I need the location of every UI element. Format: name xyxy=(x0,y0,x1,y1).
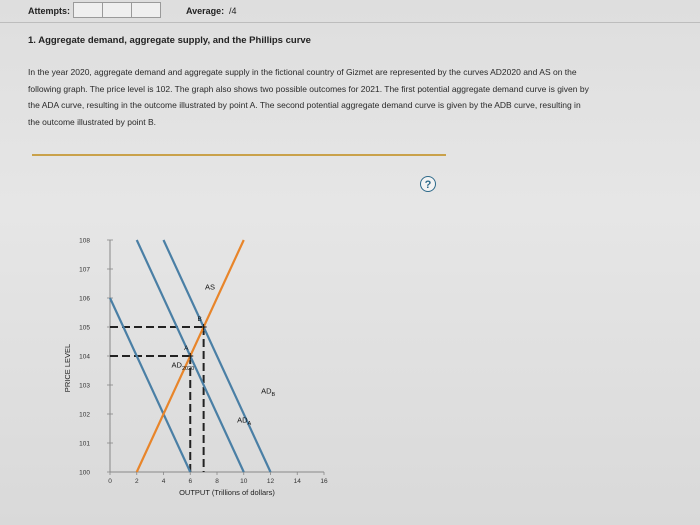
x-tick-label: 8 xyxy=(215,478,219,485)
curve-label-ada: $AD_A$ xyxy=(237,415,252,428)
question-body-line: the outcome illustrated by point B. xyxy=(28,116,157,127)
average-label: Average: xyxy=(186,6,225,16)
question-body-line: following graph. The price level is 102. The graph also shows two possible outcomes for 2021. The first potential aggregate demand curve is given by xyxy=(28,83,589,94)
curve-label-ad2020: $AD_{2020}$ xyxy=(171,360,195,373)
x-tick-label: 16 xyxy=(320,478,328,485)
question-title: 1. Aggregate demand, aggregate supply, and the Phillips curve xyxy=(28,35,311,46)
x-tick-label: 0 xyxy=(108,478,112,485)
y-tick-label: 106 xyxy=(79,295,90,303)
question-body-line: In the year 2020, aggregate demand and aggregate supply in the fictional country of Gizmet are represented by the curves AD2020 and AS on the xyxy=(28,67,577,77)
y-tick-label: 107 xyxy=(79,266,90,274)
question-body-line: the ADA curve, resulting in the outcome illustrated by point A. The second potential aggregate demand curve is given by the ADB curve, resulting in xyxy=(28,100,581,110)
attempts-label: Attempts: xyxy=(28,6,70,16)
y-tick-label: 100 xyxy=(79,469,90,477)
y-tick-label: 105 xyxy=(79,324,90,332)
x-axis-title: OUTPUT (Trillions of dollars) xyxy=(179,488,275,497)
y-tick-label: 104 xyxy=(79,353,90,361)
help-icon[interactable]: ? xyxy=(420,176,436,192)
curve-label-adb: $AD_B$ xyxy=(261,386,276,399)
x-tick-label: 6 xyxy=(188,478,193,485)
average-value: /4 xyxy=(229,6,237,16)
x-tick-label: 2 xyxy=(134,478,139,485)
curve-label-as: AS xyxy=(204,282,215,292)
point-label-a: A xyxy=(184,345,189,352)
y-tick-label: 108 xyxy=(79,237,90,245)
curve-adb xyxy=(164,240,271,472)
x-tick-label: 14 xyxy=(293,478,301,485)
graph-labels xyxy=(172,282,276,427)
x-tick-label: 4 xyxy=(161,478,166,485)
y-axis-title: PRICE LEVEL xyxy=(63,343,72,393)
y-tick-label: 102 xyxy=(79,411,90,419)
y-tick-label: 103 xyxy=(79,382,90,390)
point-label-b: B xyxy=(197,316,202,323)
x-tick-label: 10 xyxy=(240,478,248,485)
x-tick-label: 12 xyxy=(266,478,275,485)
curve-ad2020 xyxy=(110,298,190,472)
y-tick-label: 101 xyxy=(79,440,90,448)
